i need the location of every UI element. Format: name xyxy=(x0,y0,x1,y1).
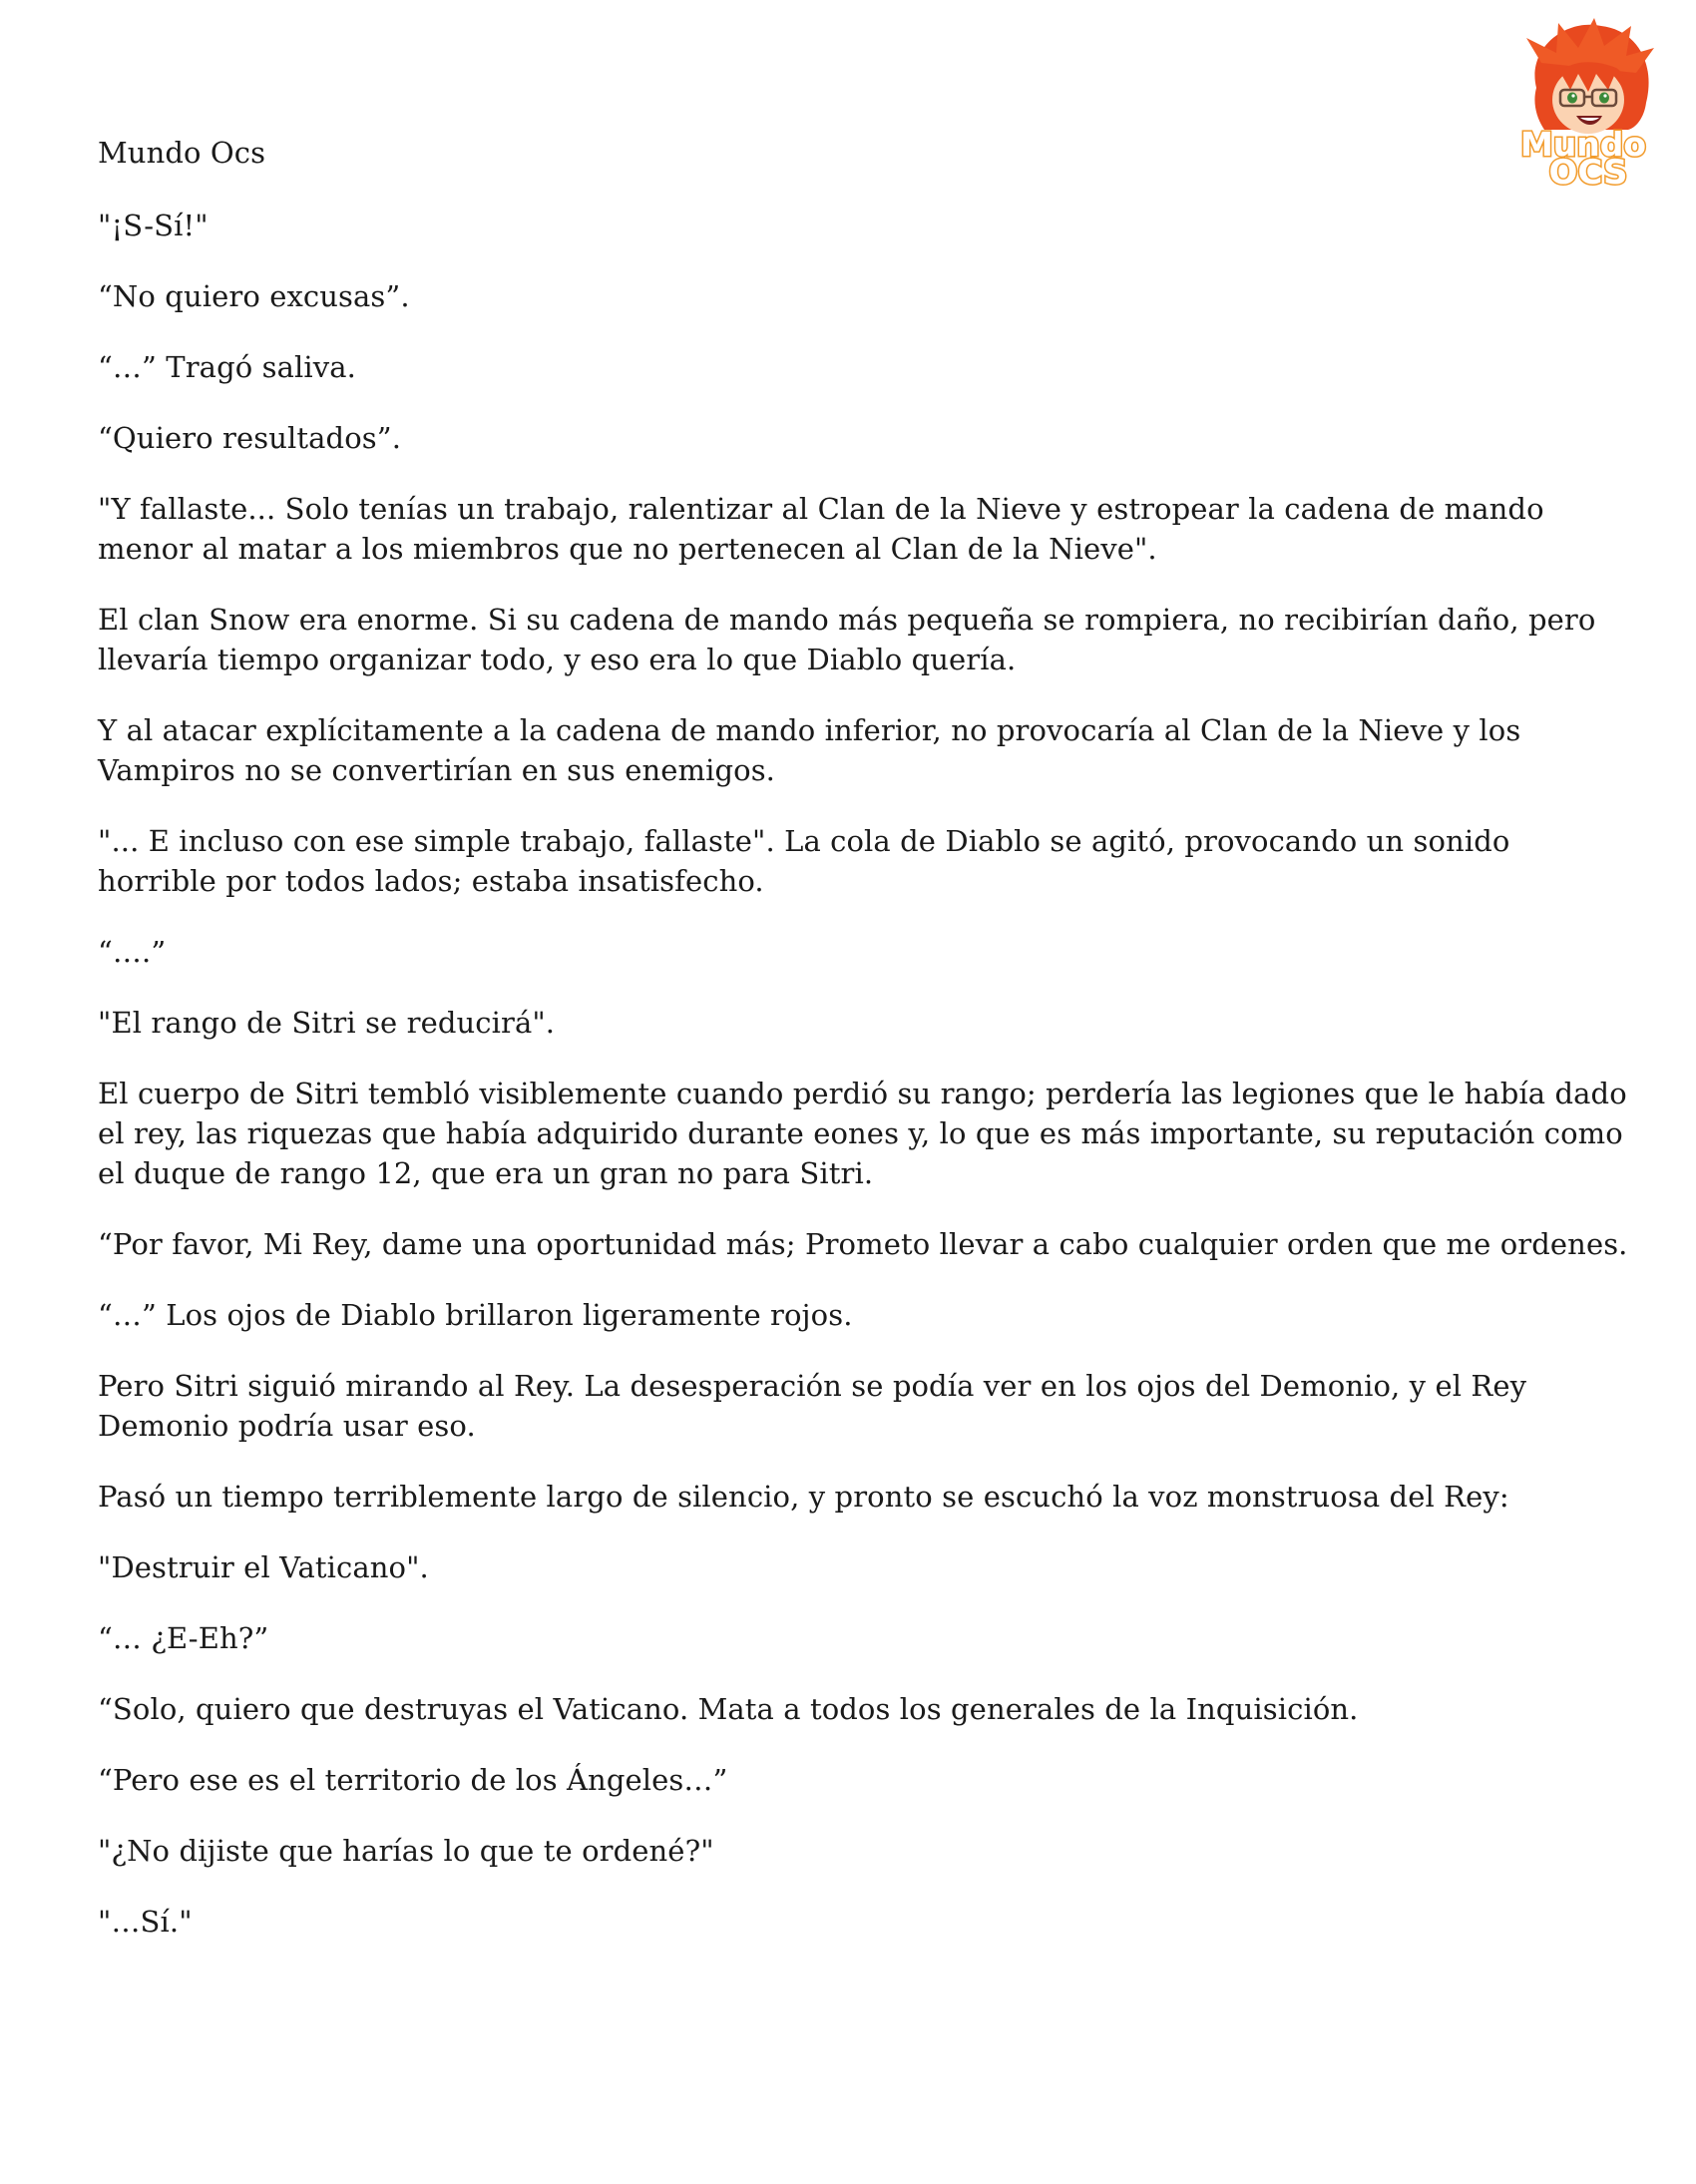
paragraph: "El rango de Sitri se reducirá". xyxy=(98,1006,556,1040)
paragraph: “No quiero excusas”. xyxy=(98,279,410,313)
paragraph: “…” Tragó saliva. xyxy=(98,350,356,384)
paragraph: “…” Los ojos de Diablo brillaron ligeramente rojos. xyxy=(98,1298,853,1332)
paragraph: El cuerpo de Sitri tembló visiblemente cuando perdió su rango; perdería las legiones que le había dado el rey, las riquezas que había adquirido durante eones y, lo que es más importante, su reputación como el duque de rango 12, que era un gran no para Sitri. xyxy=(98,1077,1627,1190)
paragraph: "... E incluso con ese simple trabajo, fallaste". La cola de Diablo se agitó, provocando un sonido horrible por todos lados; estaba insatisfecho. xyxy=(98,824,1510,898)
paragraph: "Destruir el Vaticano". xyxy=(98,1550,429,1584)
paragraph: "¡S-Sí!" xyxy=(98,209,209,242)
paragraph: "…Sí." xyxy=(98,1905,193,1939)
paragraph: “….” xyxy=(98,935,167,969)
paragraph: "Y fallaste... Solo tenías un trabajo, ralentizar al Clan de la Nieve y estropear la cadena de mando menor al matar a los miembros que no pertenecen al Clan de la Nieve". xyxy=(98,492,1544,566)
paragraph: Y al atacar explícitamente a la cadena de mando inferior, no provocaría al Clan de la Nieve y los Vampiros no se convertirían en sus enemigos. xyxy=(98,713,1521,787)
paragraph: “Solo, quiero que destruyas el Vaticano. Mata a todos los generales de la Inquisición. xyxy=(98,1692,1359,1726)
paragraph: El clan Snow era enorme. Si su cadena de mando más pequeña se rompiera, no recibirían daño, pero llevaría tiempo organizar todo, y eso era lo que Diablo quería. xyxy=(98,603,1596,676)
site-name-heading: Mundo Ocs xyxy=(98,136,266,170)
logo-text-mundo: Mundo xyxy=(1519,125,1647,164)
paragraph: “Por favor, Mi Rey, dame una oportunidad más; Prometo llevar a cabo cualquier orden que me ordenes. xyxy=(98,1227,1628,1261)
paragraph: Pero Sitri siguió mirando al Rey. La desesperación se podía ver en los ojos del Demonio, y el Rey Demonio podría usar eso. xyxy=(98,1369,1527,1443)
paragraph: Pasó un tiempo terriblemente largo de silencio, y pronto se escuchó la voz monstruosa del Rey: xyxy=(98,1480,1509,1514)
paragraph: "¿No dijiste que harías lo que te ordené?" xyxy=(98,1834,714,1868)
paragraph: “… ¿E-Eh?” xyxy=(98,1621,269,1655)
logo-text-ocs: OCS xyxy=(1548,153,1628,193)
document-body xyxy=(98,133,1634,1972)
paragraph: “Pero ese es el territorio de los Ángeles…” xyxy=(98,1763,728,1797)
paragraph: “Quiero resultados”. xyxy=(98,421,402,455)
